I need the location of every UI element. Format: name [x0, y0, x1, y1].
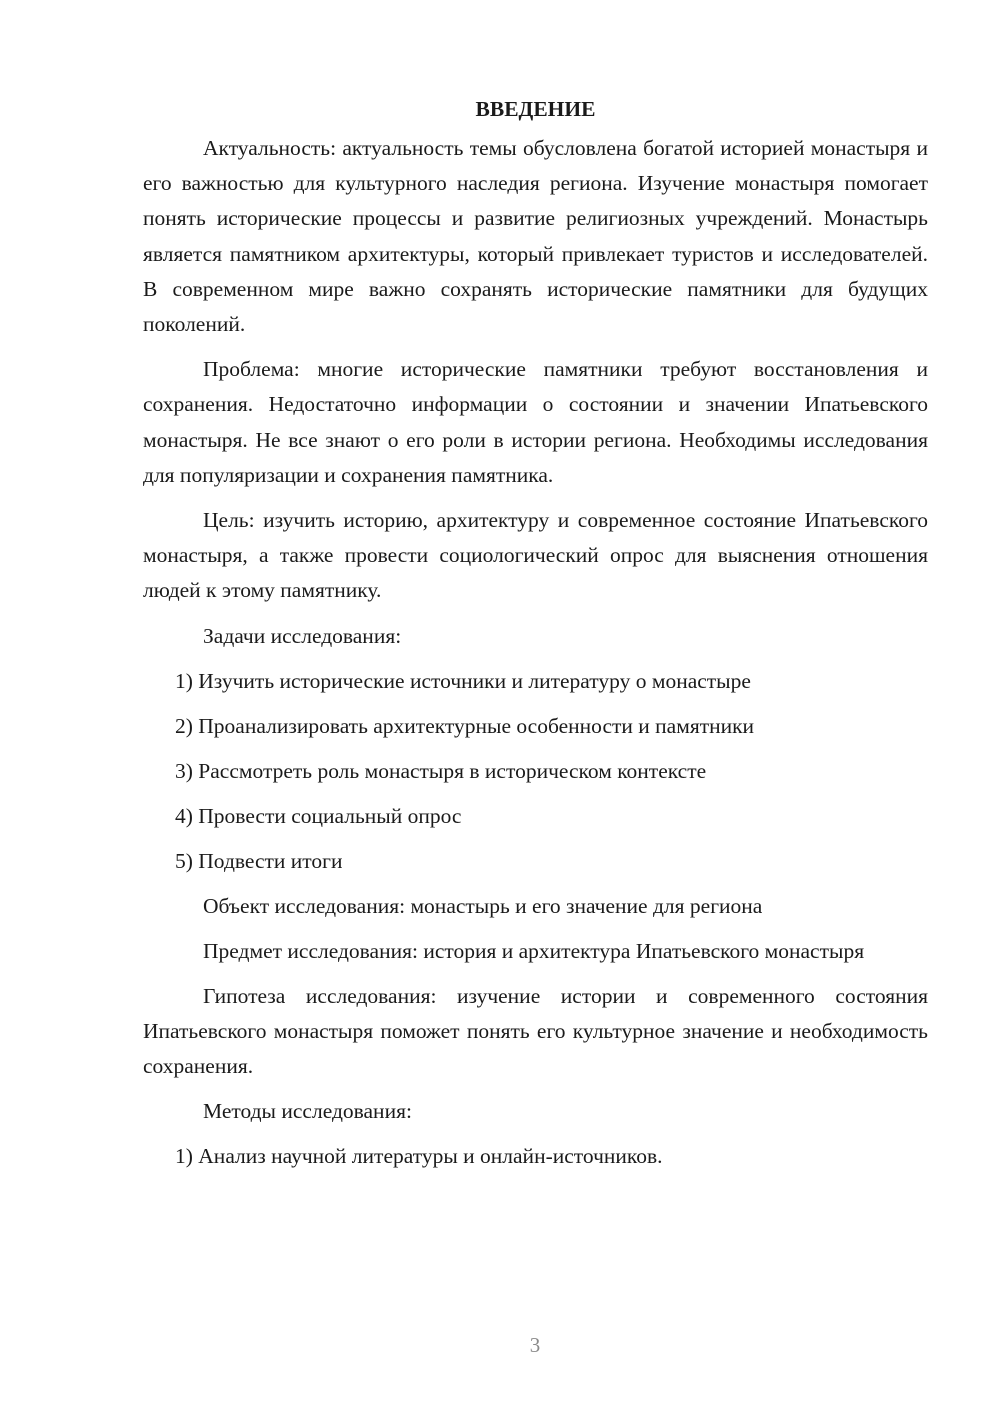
methods-list	[143, 1139, 928, 1174]
object-line: Объект исследования: монастырь и его значение для региона	[203, 893, 763, 918]
task-item: 3) Рассмотреть роль монастыря в историческом контексте	[175, 758, 707, 783]
goal-paragraph: Цель: изучить историю, архитектуру и современное состояние Ипатьевского монастыря, а также провести социологический опрос для выяснения отношения людей к этому памятнику.	[143, 508, 928, 603]
section-title: ВВЕДЕНИЕ	[475, 97, 596, 121]
task-item: 1) Изучить исторические источники и литературу о монастыре	[175, 668, 751, 693]
relevance-paragraph: Актуальность: актуальность темы обусловлена богатой историей монастыря и его важностью для культурного наследия региона. Изучение монастыря помогает понять исторические процессы и развитие религиозных учреждений. Монастырь является памятником архитектуры, который привлекает туристов и исследователей. В современном мире важно сохранять исторические памятники для будущих поколений.	[143, 136, 928, 337]
page-content	[143, 92, 928, 1184]
subject-paragraph: Предмет исследования: история и архитектура Ипатьевского монастыря	[203, 938, 865, 963]
tasks-list	[143, 664, 928, 879]
tasks-heading: Задачи исследования:	[203, 623, 402, 648]
hypothesis-paragraph: Гипотеза исследования: изучение истории и современного состояния Ипатьевского монастыря поможет понять его культурное значение и необходимость сохранения.	[143, 983, 928, 1079]
method-item: 1) Анализ научной литературы и онлайн-источников.	[175, 1144, 663, 1169]
task-item: 2) Проанализировать архитектурные особенности и памятники	[175, 713, 755, 738]
problem-paragraph: Проблема: многие исторические памятники требуют восстановления и сохранения. Недостаточно информации о состоянии и значении Ипатьевского монастыря. Не все знают о его роли в истории региона. Необходимы исследования для популяризации и сохранения памятника.	[143, 357, 928, 487]
page-number: 3	[529, 1333, 541, 1357]
methods-heading: Методы исследования:	[203, 1099, 412, 1124]
task-item: 5) Подвести итоги	[175, 848, 343, 873]
task-item: 4) Провести социальный опрос	[175, 803, 462, 828]
